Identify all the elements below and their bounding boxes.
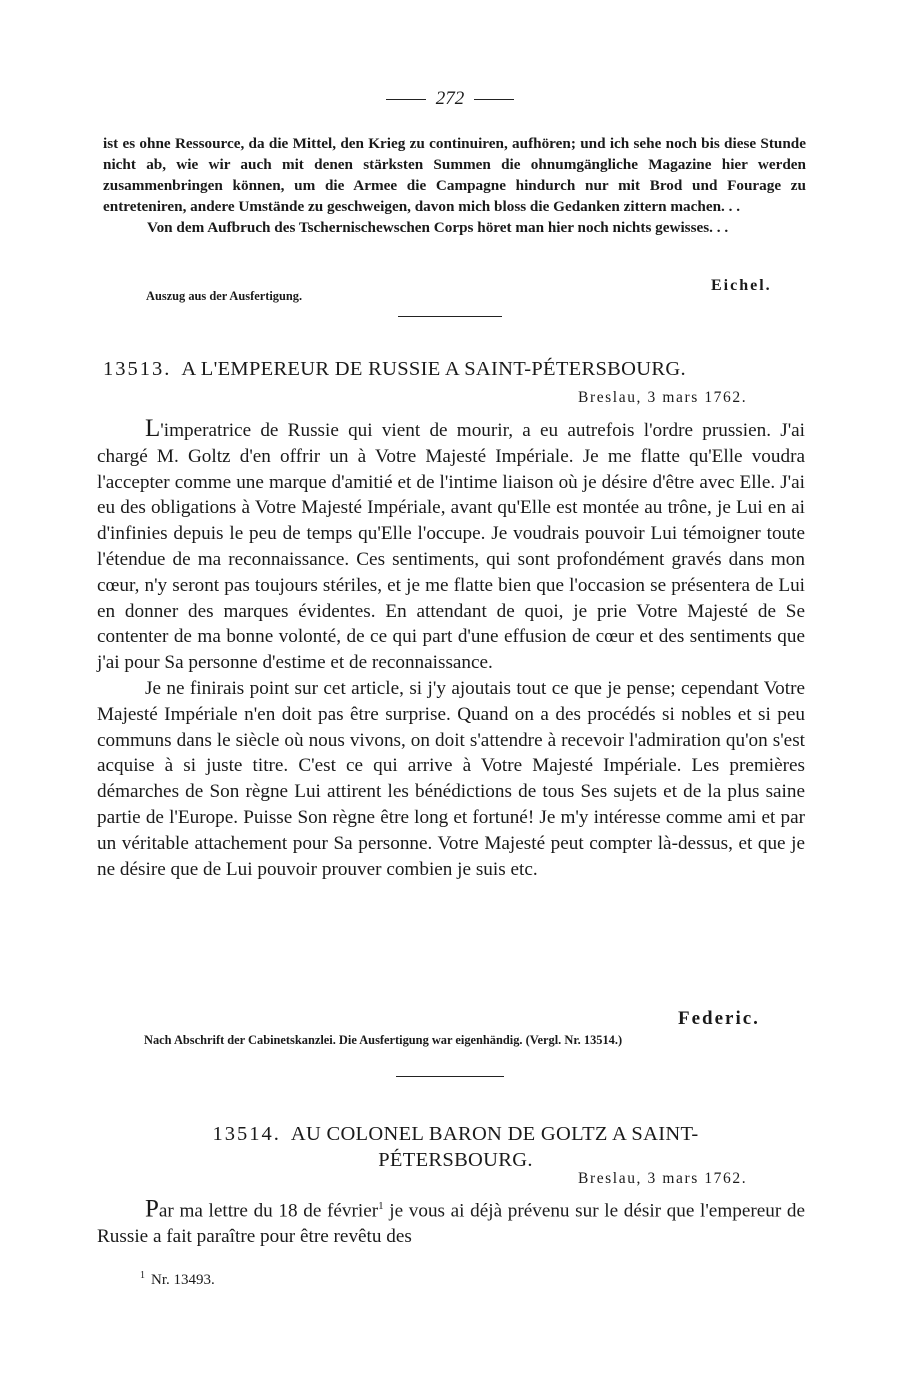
letter-13513-dateline: Breslau, 3 mars 1762.	[578, 389, 748, 406]
letter-13514-heading	[103, 1121, 808, 1173]
letter-13513-paragraph-2: Je ne finirais point sur cet article, si j'y ajoutais tout ce que je pense; cependant Votre Majesté Impériale n'en doit pas être surprise. Quand on a des procédés si nobles et si peu communs dans le siècle où nous vivons, on doit s'attendre à recevoir l'admiration qu'on s'est acquise à si juste titre. C'est ce qui arrive à Votre Majesté Impériale. Les premières démarches de Son règne Lui attirent les bénédictions de tous Ses sujets et de la plus saine partie de l'Europe. Puisse Son règne être long et fortuné! Je m'y intéresse comme ami et par un véritable attachement pour Sa personne. Votre Majesté peut compter là-dessus, et que je ne désire que de Lui pouvoir prouver combien je suis etc.	[97, 677, 805, 880]
footnote-text: Nr. 13493.	[151, 1272, 215, 1288]
letter-13513-body	[97, 416, 805, 882]
dropcap: L	[145, 415, 161, 442]
letter-number: 13514.	[212, 1123, 281, 1145]
paragraph-text: 'imperatrice de Russie qui vient de mourir, a eu autrefois l'ordre prussien. J'ai chargé M. Goltz d'en offrir un à Votre Majesté Impériale. Je me flatte qu'Elle voudra l'accepter comme une marque d'amitié et de l'intime liaison où je désire d'être avec Elle. J'ai eu des obligations à Votre Majesté Impériale, avant qu'Elle est montée au trône, je Lui en ai d'infinies depuis le peu de temps qu'Elle l'occupe. Je voudrais pouvoir Lui témoigner toute l'étendue de ma reconnaissance. Ces sentiments, qui sont profondément gravés dans mon cœur, n'y seront pas toujours stériles, et je me flatte bien que l'occasion se présentera de Lui en donner des marques évidentes. En attendant de quoi, je prie Votre Majesté de Se contenter de ma bonne volonté, de ce qui part d'une effusion de cœur et des sentiments que j'ai pour Sa personne d'estime et de reconnaissance.	[97, 420, 805, 674]
footnote	[140, 1270, 215, 1289]
german-paragraph-2: Von dem Aufbruch des Tschernischewschen Corps höret man hier noch nichts gewisses. . .	[147, 219, 729, 236]
signature-federic: Federic.	[678, 1008, 760, 1029]
page-number-dash-left	[386, 99, 426, 100]
footnote-reference: 1	[378, 1200, 384, 1212]
source-note-german: Auszug aus der Ausfertigung.	[146, 289, 303, 303]
section-divider	[396, 1076, 504, 1077]
signature-eichel: Eichel.	[711, 277, 772, 294]
letter-13513-heading	[103, 356, 808, 382]
letter-title-line-1	[103, 1121, 808, 1147]
letter-number: 13513.	[103, 358, 172, 380]
page-number	[0, 88, 900, 110]
page-number-value: 272	[435, 88, 465, 109]
letter-title: A L'EMPEREUR DE RUSSIE A SAINT-PÉTERSBOURG.	[181, 358, 686, 380]
paragraph-text-continued: je vous ai déjà prévenu sur le désir que l'empereur de Russie a fait paraître pour être revêtu des	[97, 1200, 805, 1248]
letter-13513-paragraph-1	[97, 416, 805, 676]
letter-title-line-2: PÉTERSBOURG.	[378, 1149, 533, 1171]
german-paragraph-1: ist es ohne Ressource, da die Mittel, den Krieg zu continuiren, aufhören; und ich sehe noch bis diese Stunde nicht ab, wie wir auch mit denen stärksten Summen die ohnumgängliche Magazine hier werden zusammenbringen können, um die Armee die Campagne hindurch nur mit Brod und Fourage zu entreteniren, andere Umstände zu geschweigen, davon mich bloss die Gedanken zittern machen. . .	[103, 135, 806, 215]
letter-13514-dateline: Breslau, 3 mars 1762.	[578, 1170, 748, 1187]
paragraph-text: ar ma lettre du 18 de février	[158, 1200, 379, 1222]
letter-13514-body	[97, 1194, 805, 1250]
section-divider	[398, 316, 502, 317]
source-note-13513: Nach Abschrift der Cabinetskanzlei. Die Ausfertigung war eigenhändig. (Vergl. Nr. 13514.)	[144, 1033, 623, 1047]
letter-title: AU COLONEL BARON DE GOLTZ A SAINT-	[290, 1123, 699, 1145]
german-letter-excerpt	[103, 133, 806, 238]
letter-13514-paragraph-1	[97, 1194, 805, 1250]
footnote-marker: 1	[140, 1270, 145, 1281]
dropcap: P	[145, 1195, 159, 1223]
page-number-dash-right	[474, 99, 514, 100]
